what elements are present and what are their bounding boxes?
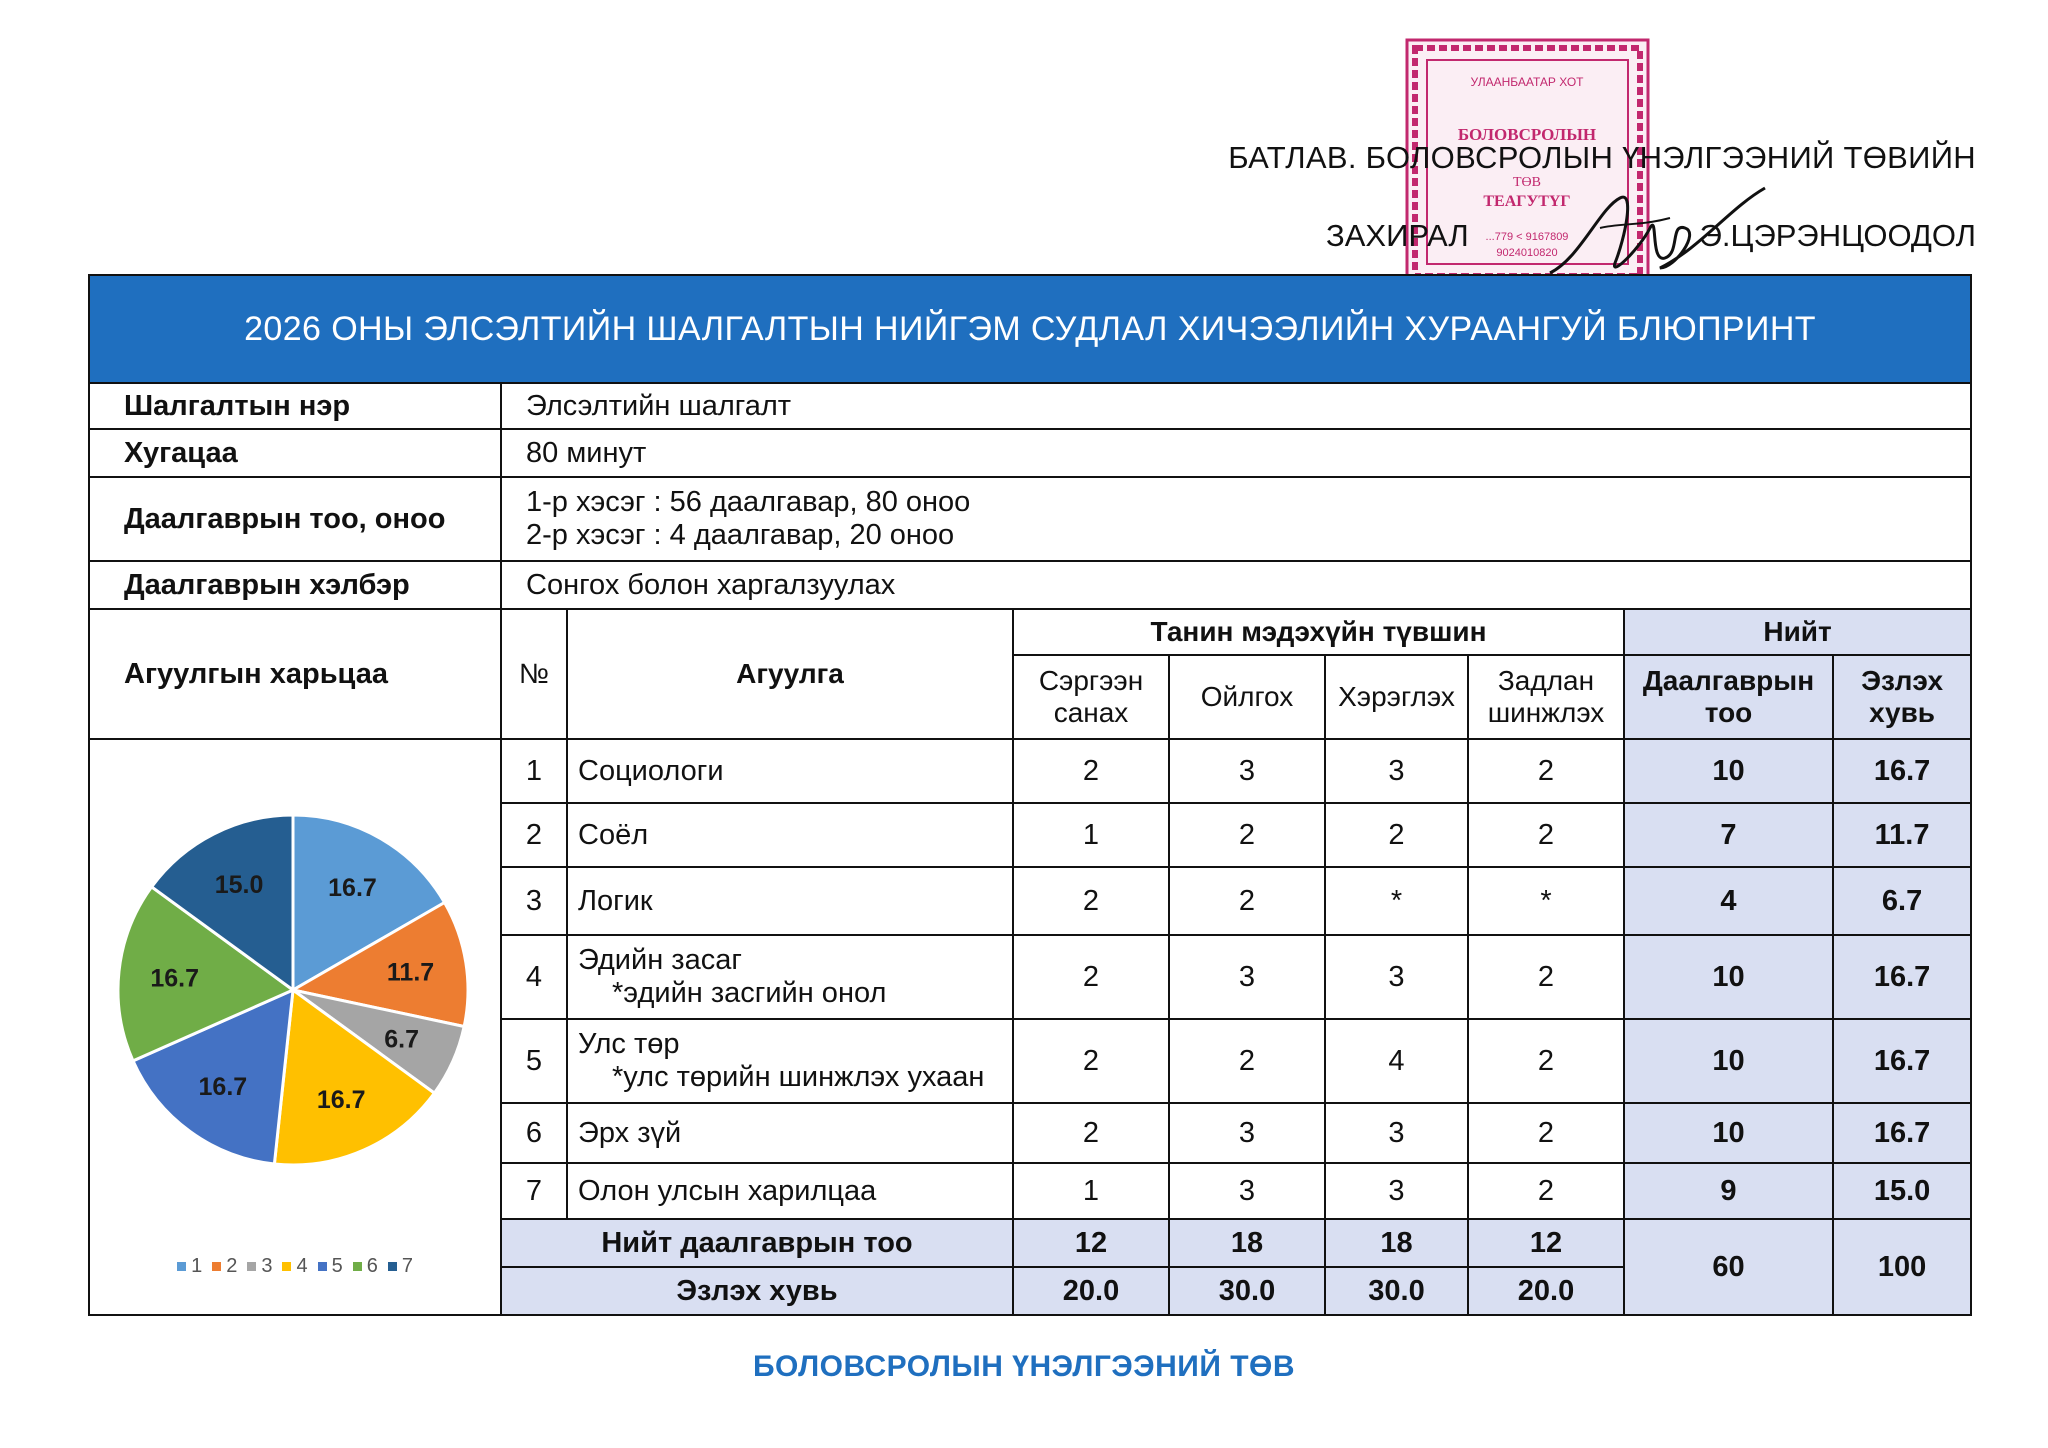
row-no: 3: [501, 867, 567, 935]
row-total: 10: [1624, 739, 1833, 803]
footer-org: БОЛОВСРОЛЫН ҮНЭЛГЭЭНИЙ ТӨВ: [752, 1350, 1296, 1383]
legend-item-4: [282, 1255, 307, 1277]
duration-label: Хугацаа: [89, 429, 501, 477]
legend-swatch: [282, 1262, 291, 1271]
totals-share-label: Эзлэх хувь: [501, 1267, 1013, 1315]
row-no: 1: [501, 739, 567, 803]
pie-data-label-4: 16.7: [316, 1085, 366, 1114]
row-topic: Эрх зүй: [567, 1103, 1013, 1163]
legend-swatch: [353, 1262, 362, 1271]
legend-item-2: [212, 1255, 237, 1277]
row-understand: 3: [1169, 1103, 1325, 1163]
row-analyze: 2: [1468, 1163, 1624, 1219]
stamp-org-text: БОЛОВСРОЛЫН: [1457, 125, 1597, 144]
row-apply: 3: [1325, 1163, 1468, 1219]
row-apply: *: [1325, 867, 1468, 935]
grand-count: 60: [1624, 1219, 1833, 1315]
legend-label: 4: [296, 1255, 308, 1277]
pie-data-label-2: 11.7: [386, 958, 435, 987]
grand-share: 100: [1833, 1219, 1971, 1315]
pie-chart: [90, 740, 502, 1300]
exam-name-value: Элсэлтийн шалгалт: [501, 383, 1971, 429]
signature: [1540, 168, 1770, 288]
row-understand: 3: [1169, 1163, 1325, 1219]
pie-data-label-6: 16.7: [150, 964, 200, 993]
row-topic: Эдийн засаг *эдийн засгийн онол: [567, 935, 1013, 1019]
stamp-seal-text: ТЕАГУТҮГ: [1483, 193, 1571, 210]
legend-item-1: [177, 1255, 202, 1277]
row-apply: 3: [1325, 935, 1468, 1019]
row-analyze: 2: [1468, 1019, 1624, 1103]
content-header: Агуулга: [567, 609, 1013, 739]
legend-item-3: [247, 1255, 272, 1277]
tasks-value: [501, 477, 1971, 561]
legend-item-5: [318, 1255, 343, 1277]
share-header: Эзлэх хувь: [1833, 655, 1971, 739]
row-analyze: *: [1468, 867, 1624, 935]
row-no: 6: [501, 1103, 567, 1163]
format-label: Даалгаврын хэлбэр: [89, 561, 501, 609]
row-no: 2: [501, 803, 567, 867]
legend-item-6: [353, 1255, 378, 1277]
stamp-city-text: УЛААНБААТАР ХОТ: [1470, 75, 1584, 89]
pie-data-label-5: 16.7: [198, 1073, 248, 1102]
pie-chart-cell: [89, 739, 501, 1315]
row-pct: 6.7: [1833, 867, 1971, 935]
row-total: 10: [1624, 935, 1833, 1019]
row-remember: 2: [1013, 1103, 1169, 1163]
understand-header: Ойлгох: [1169, 655, 1325, 739]
share-apply: 30.0: [1325, 1267, 1468, 1315]
row-total: 4: [1624, 867, 1833, 935]
blueprint-table: [88, 274, 1972, 1316]
format-value: Сонгох болон харгалзуулах: [501, 561, 1971, 609]
total-remember: 12: [1013, 1219, 1169, 1267]
row-no: 7: [501, 1163, 567, 1219]
duration-value: 80 минут: [501, 429, 1971, 477]
analyze-header: Задлан шинжлэх: [1468, 655, 1624, 739]
legend-swatch: [388, 1262, 397, 1271]
row-pct: 16.7: [1833, 1103, 1971, 1163]
row-understand: 2: [1169, 867, 1325, 935]
share-remember: 20.0: [1013, 1267, 1169, 1315]
row-total: 10: [1624, 1103, 1833, 1163]
row-analyze: 2: [1468, 1103, 1624, 1163]
row-remember: 2: [1013, 867, 1169, 935]
legend-label: 5: [331, 1255, 343, 1277]
legend-label: 1: [191, 1255, 203, 1277]
pie-data-label-3: 6.7: [384, 1025, 420, 1054]
row-apply: 2: [1325, 803, 1468, 867]
row-total: 9: [1624, 1163, 1833, 1219]
row-topic: Логик: [567, 867, 1013, 935]
pie-data-label-1: 16.7: [328, 873, 377, 902]
row-apply: 3: [1325, 739, 1468, 803]
total-understand: 18: [1169, 1219, 1325, 1267]
stamp-org2-text: ТӨВ: [1513, 175, 1541, 190]
pie-legend: [90, 1255, 500, 1278]
total-analyze: 12: [1468, 1219, 1624, 1267]
total-apply: 18: [1325, 1219, 1468, 1267]
pie-data-label-7: 15.0: [214, 870, 264, 899]
stamp-code-text: 9024010820: [1496, 247, 1558, 259]
row-pct: 15.0: [1833, 1163, 1971, 1219]
legend-swatch: [247, 1262, 256, 1271]
ratio-label: Агуулгын харьцаа: [89, 609, 501, 739]
row-analyze: 2: [1468, 803, 1624, 867]
approval-line: БАТЛАВ. БОЛОВСРОЛЫН ҮНЭЛГЭЭНИЙ ТӨВИЙН: [1228, 140, 1976, 175]
row-topic: Социологи: [567, 739, 1013, 803]
row-apply: 3: [1325, 1103, 1468, 1163]
row-remember: 2: [1013, 935, 1169, 1019]
remember-header: Сэргээн санах: [1013, 655, 1169, 739]
legend-label: 2: [226, 1255, 238, 1277]
row-analyze: 2: [1468, 935, 1624, 1019]
row-pct: 11.7: [1833, 803, 1971, 867]
row-pct: 16.7: [1833, 739, 1971, 803]
exam-name-label: Шалгалтын нэр: [89, 383, 501, 429]
row-topic: Соёл: [567, 803, 1013, 867]
legend-label: 3: [261, 1255, 273, 1277]
share-analyze: 20.0: [1468, 1267, 1624, 1315]
legend-swatch: [177, 1262, 186, 1271]
row-no: 4: [501, 935, 567, 1019]
row-analyze: 2: [1468, 739, 1624, 803]
row-topic: Улс төр *улс төрийн шинжлэх ухаан: [567, 1019, 1013, 1103]
total-header: Нийт: [1624, 609, 1971, 655]
legend-swatch: [212, 1262, 221, 1271]
row-pct: 16.7: [1833, 935, 1971, 1019]
legend-swatch: [318, 1262, 327, 1271]
row-total: 7: [1624, 803, 1833, 867]
director-name: Э.ЦЭРЭНЦООДОЛ: [1699, 218, 1976, 253]
count-header: Даалгаврын тоо: [1624, 655, 1833, 739]
row-remember: 2: [1013, 739, 1169, 803]
row-total: 10: [1624, 1019, 1833, 1103]
share-understand: 30.0: [1169, 1267, 1325, 1315]
tasks-line-1: 1-р хэсэг : 56 даалгавар, 80 оноо: [526, 486, 971, 518]
row-pct: 16.7: [1833, 1019, 1971, 1103]
stamp-phone-text: ...779 < 9167809: [1485, 231, 1569, 243]
table-row: [89, 739, 1971, 803]
page-title: 2026 ОНЫ ЭЛСЭЛТИЙН ШАЛГАЛТЫН НИЙГЭМ СУДЛАЛ ХИЧЭЭЛИЙН ХУРААНГУЙ БЛЮПРИНТ: [89, 275, 1971, 383]
apply-header: Хэрэглэх: [1325, 655, 1468, 739]
row-remember: 2: [1013, 1019, 1169, 1103]
director-label: ЗАХИРАЛ: [1326, 218, 1469, 253]
totals-count-label: Нийт даалгаврын тоо: [501, 1219, 1013, 1267]
legend-item-7: [388, 1255, 413, 1277]
row-remember: 1: [1013, 1163, 1169, 1219]
row-topic: Олон улсын харилцаа: [567, 1163, 1013, 1219]
cognitive-header: Танин мэдэхүйн түвшин: [1013, 609, 1624, 655]
tasks-label: Даалгаврын тоо, оноо: [89, 477, 501, 561]
tasks-line-2: 2-р хэсэг : 4 даалгавар, 20 оноо: [526, 519, 955, 551]
row-understand: 2: [1169, 803, 1325, 867]
row-apply: 4: [1325, 1019, 1468, 1103]
row-remember: 1: [1013, 803, 1169, 867]
legend-label: 7: [401, 1255, 413, 1277]
legend-label: 6: [366, 1255, 378, 1277]
row-understand: 2: [1169, 1019, 1325, 1103]
row-no: 5: [501, 1019, 567, 1103]
row-understand: 3: [1169, 935, 1325, 1019]
no-header: №: [501, 609, 567, 739]
row-understand: 3: [1169, 739, 1325, 803]
